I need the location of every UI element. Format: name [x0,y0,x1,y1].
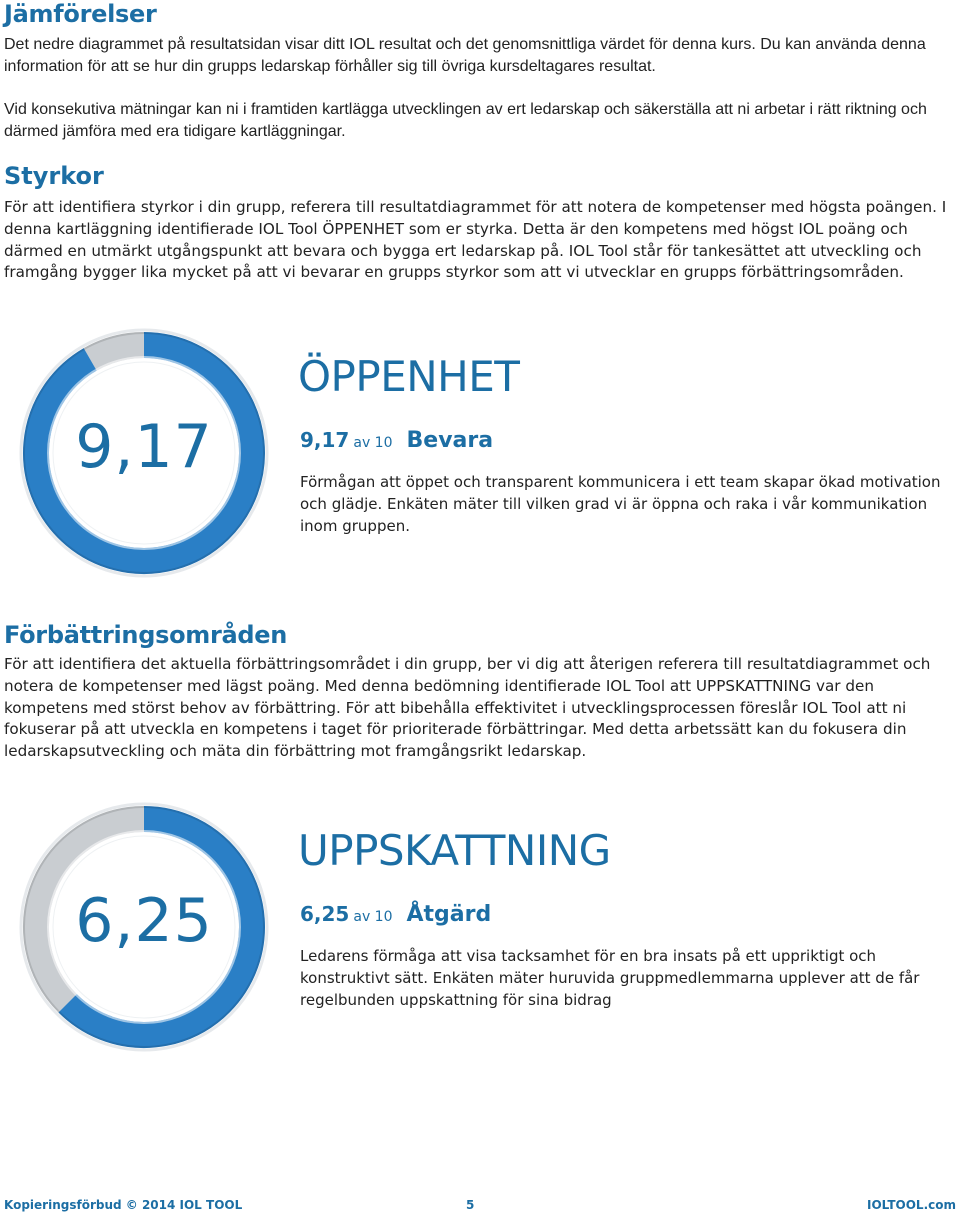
section-title-comparisons: Jämförelser [4,0,157,28]
score-line-uppskattning [300,902,491,927]
score-value: 9,17 [300,428,350,452]
score-line-oppenhet [300,428,493,453]
competency-name-oppenhet: ÖPPENHET [298,352,520,401]
gauge-score-oppenhet: 9,17 [75,412,213,482]
score-level: Bevara [406,428,494,453]
score-level: Åtgärd [406,902,492,927]
section-title-improvements: Förbättringsområden [4,621,288,649]
footer-page-number: 5 [466,1198,475,1212]
comparisons-paragraph-2: Vid konsekutiva mätningar kan ni i framtiden kartlägga utvecklingen av ert ledarskap och säkerställa att ni arbetar i rätt riktning och därmed jämföra med era tidigare kartläggningar. [4,101,927,140]
score-max: av 10 [353,435,393,451]
competency-description-oppenhet: Förmågan att öppet och transparent kommunicera i ett team skapar ökad motivation och glädje. Enkäten mäter till vilken grad vi är öppna och raka i vår kommunikation inom gruppen. [300,473,941,535]
competency-name-uppskattning: UPPSKATTNING [298,826,611,875]
footer-website: IOLTOOL.com [867,1198,956,1212]
strengths-paragraph: För att identifiera styrkor i din grupp, referera till resultatdiagrammet för att notera de kompetenser med högsta poängen. I denna kartläggning identifierade IOL Tool ÖPPENHET som er styrka. Detta är den kompetens med högst IOL poäng och därmed en utmärkt utgångspunkt att bevara och bygga ert ledarskap på. IOL Tool står för tankesättet att utveckling och framgång bygger lika mycket på att vi bevarar en grupps styrkor som att vi utvecklar en grupps förbättringsområden. [4,198,947,282]
competency-description-uppskattning: Ledarens förmåga att visa tacksamhet för en bra insats på ett uppriktigt och konstruktivt sätt. Enkäten mäter huruvida gruppmedlemmarna upplever att de får regelbunden uppskattning för sina bidrag [300,947,920,1009]
comparisons-paragraph-1: Det nedre diagrammet på resultatsidan visar ditt IOL resultat och det genomsnittliga värdet för denna kurs. Du kan använda denna information för att se hur din grupps ledarskap förhåller sig till övriga kursdeltagares resultat. [4,36,926,75]
footer-copyright: Kopieringsförbud © 2014 IOL TOOL [4,1198,243,1212]
improvements-paragraph: För att identifiera det aktuella förbättringsområdet i din grupp, ber vi dig att återigen referera till resultatdiagrammet och notera de kompetenser med lägst poäng. Med denna bedömning identifierade IOL Tool att UPPSKATTNING var den kompetens med störst behov av förbättring. För att bibehålla effektivitet i utvecklingsprocessen föreslår IOL Tool att ni fokuserar på att utveckla en kompetens i taget för prioriterade förbättringar. Med detta arbetssätt kan du fokusera din ledarskapsutveckling och mäta din förbättring mot framgångsrikt ledarskap. [4,655,931,761]
score-max: av 10 [353,909,393,925]
score-value: 6,25 [300,902,350,926]
section-title-strengths: Styrkor [4,162,104,190]
gauge-score-uppskattning: 6,25 [75,886,213,956]
